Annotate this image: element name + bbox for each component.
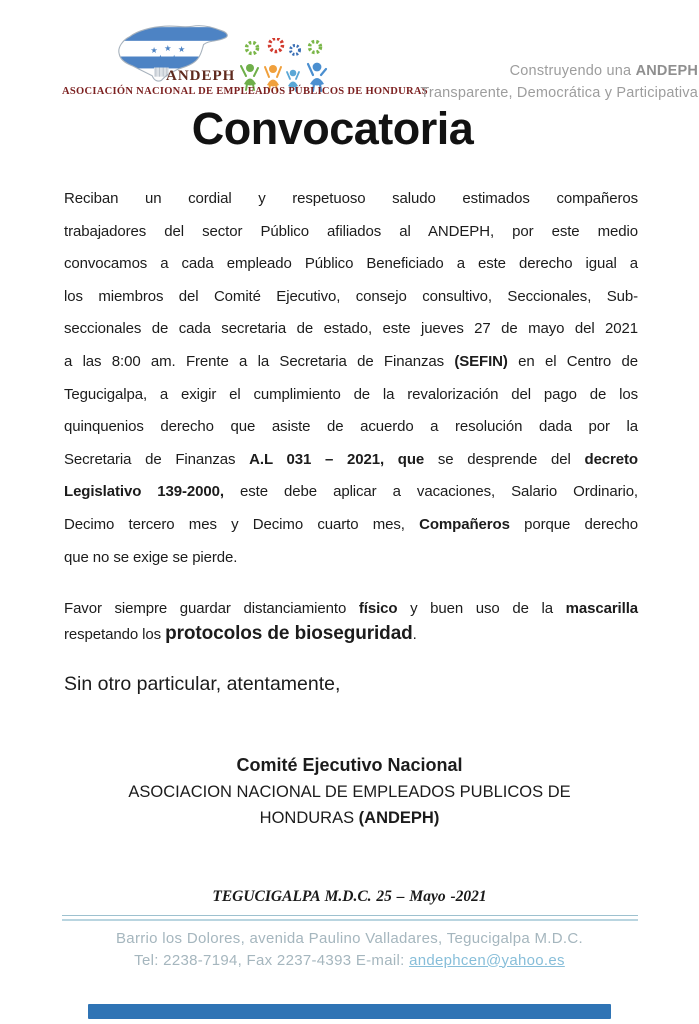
- footer-address: Barrio los Dolores, avenida Paulino Valladares, Tegucigalpa M.D.C.: [116, 930, 583, 947]
- logo-andeph-label: ANDEPH: [166, 68, 236, 84]
- dateline: TEGUCIGALPA M.D.C. 25 – Mayo -2021: [212, 888, 487, 905]
- body-line: Reciban un cordial y respetuoso saludo estimados compañeros: [64, 190, 638, 207]
- signature-block: [0, 752, 699, 831]
- svg-text:★: ★: [170, 53, 178, 63]
- slogan: [378, 61, 698, 104]
- body-paragraph-1: [64, 183, 638, 574]
- body-line: Favor siempre guardar distanciamiento físico y buen uso de la mascarilla: [64, 600, 638, 617]
- signature-committee: Comité Ejecutivo Nacional: [236, 755, 463, 775]
- body-line: quinquenios derecho que asiste de acuerdo a resolución dada por la: [64, 418, 638, 436]
- page-title: Convocatoria: [191, 103, 474, 154]
- body-line: convocamos a cada empleado Público Beneficiado a este derecho igual a: [64, 255, 638, 273]
- svg-text:★: ★: [157, 53, 164, 63]
- signature-org-line1: ASOCIACION NACIONAL DE EMPLEADOS PUBLICOS DE: [128, 783, 571, 801]
- svg-text:★: ★: [164, 43, 172, 54]
- andeph-logo: [100, 14, 350, 90]
- body-line: Secretaria de Finanzas A.L 031 – 2021, que se desprende del decreto: [64, 450, 638, 468]
- bottom-accent-bar: [88, 1004, 611, 1019]
- body-line: los miembros del Comité Ejecutivo, consejo consultivo, Seccionales, Sub-: [64, 287, 638, 305]
- footer-divider: [62, 915, 638, 921]
- closing-line: Sin otro particular, atentamente,: [64, 673, 341, 695]
- signature-org-line2: HONDURAS (ANDEPH): [259, 809, 440, 827]
- email-link[interactable]: andephcen@yahoo.es: [409, 951, 565, 969]
- body-line: respetando los protocolos de bioseguridad.: [64, 623, 417, 644]
- body-line: Legislativo 139-2000, este debe aplicar a vacaciones, Salario Ordinario,: [64, 483, 639, 501]
- svg-text:★: ★: [150, 44, 158, 55]
- footer-phone-line: Tel: 2238-7194, Fax 2237-4393 E-mail: andephcen@yahoo.es: [134, 951, 565, 969]
- body-line: que no se exige se pierde.: [64, 548, 238, 566]
- body-line: a las 8:00 am. Frente a la Secretaria de Finanzas (SEFIN) en el Centro de: [64, 352, 638, 370]
- body-paragraph-2: [64, 596, 638, 647]
- slogan-line2: Transparente, Democrática y Participativa: [420, 84, 698, 101]
- svg-text:★: ★: [177, 43, 186, 54]
- body-line: seccionales de cada secretaria de estado, este jueves 27 de mayo del 2021: [64, 320, 638, 338]
- body-line: trabajadores del sector Público afiliados al ANDEPH, por este medio: [64, 222, 638, 240]
- footer-contact: [0, 928, 699, 971]
- body-line: Decimo tercero mes y Decimo cuarto mes, Compañeros porque derecho: [64, 515, 638, 533]
- body-line: Tegucigalpa, a exigir el cumplimiento de la revalorización del pago de los: [64, 385, 638, 403]
- slogan-line1: Construyendo una ANDEPH: [509, 63, 698, 79]
- organization-name: ASOCIACIÓN NACIONAL DE EMPLEADOS PÚBLICOS DE HONDURAS: [62, 86, 428, 97]
